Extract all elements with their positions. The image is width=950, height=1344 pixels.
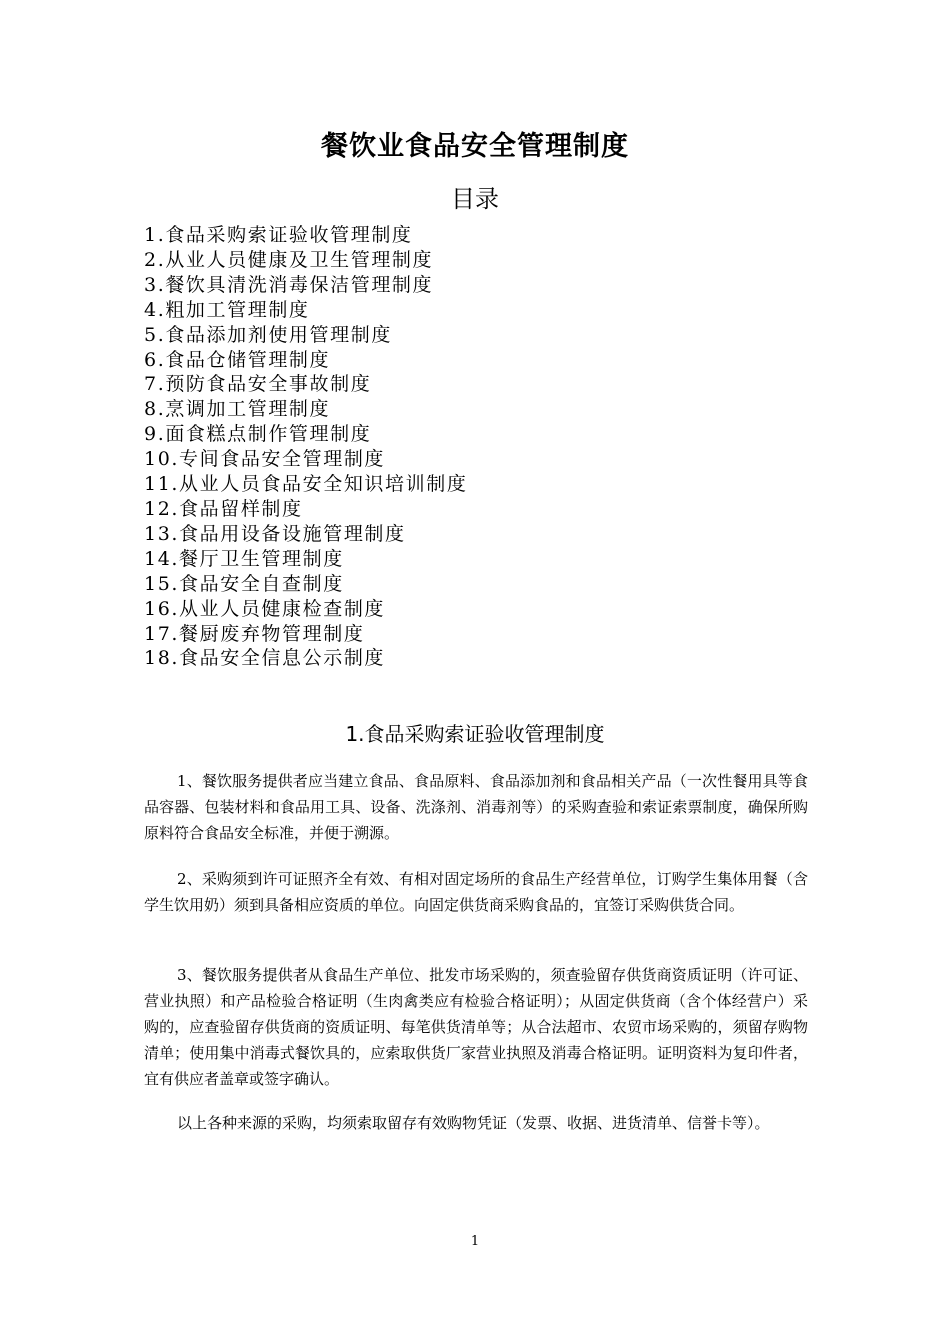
toc-item: 14.餐厅卫生管理制度 <box>144 547 344 570</box>
body-paragraph: 以上各种来源的采购，均须索取留存有效购物凭证（发票、收据、进货清单、信誉卡等）。 <box>177 1114 770 1132</box>
toc-item: 3.餐饮具清洗消毒保洁管理制度 <box>144 273 434 296</box>
toc-item: 6.食品仓储管理制度 <box>144 348 331 371</box>
toc-item: 17.餐厨废弃物管理制度 <box>144 622 365 645</box>
page-number: 1 <box>470 1234 480 1249</box>
toc-item: 5.食品添加剂使用管理制度 <box>144 323 392 346</box>
toc-item: 12.食品留样制度 <box>144 497 303 520</box>
document-title: 餐饮业食品安全管理制度 <box>321 131 629 162</box>
toc-item: 10.专间食品安全管理制度 <box>144 448 386 471</box>
toc-item: 2.从业人员健康及卫生管理制度 <box>144 248 434 271</box>
toc-item: 7.预防食品安全事故制度 <box>144 373 372 396</box>
toc-item: 15.食品安全自查制度 <box>144 572 344 595</box>
toc-item: 1.食品采购索证验收管理制度 <box>144 224 413 246</box>
body-paragraph: 2、采购须到许可证照齐全有效、有相对固定场所的食品生产经营单位，订购学生集体用餐（含学生饮用奶）须到具备相应资质的单位。向固定供货商采购食品的，宜签订采购供货合同。 <box>144 870 808 914</box>
toc-item: 16.从业人员健康检查制度 <box>144 597 386 620</box>
body-paragraph: 1、餐饮服务提供者应当建立食品、食品原料、食品添加剂和食品相关产品（一次性餐用具等食品容器、包装材料和食品用工具、设备、洗涤剂、消毒剂等）的采购查验和索证索票制度，确保所购原料符合食品安全标准，并便于溯源。 <box>144 772 808 842</box>
toc-item: 8.烹调加工管理制度 <box>144 398 331 421</box>
section-heading: 1.食品采购索证验收管理制度 <box>345 722 605 746</box>
body-paragraph: 3、餐饮服务提供者从食品生产单位、批发市场采购的，须查验留存供货商资质证明（许可证、营业执照）和产品检验合格证明（生肉禽类应有检验合格证明）；从固定供货商（含个体经营户）采购的，应查验留存供货商的资质证明、每笔供货清单等；从合法超市、农贸市场采购的，须留存购物清单；使用集中消毒式餐饮具的，应索取供货厂家营业执照及消毒合格证明。证明资料为复印件者，宜有供应者盖章或签字确认。 <box>144 966 808 1088</box>
toc-item: 13.食品用设备设施管理制度 <box>144 522 406 545</box>
table-of-contents <box>144 223 467 671</box>
toc-item: 18.食品安全信息公示制度 <box>144 647 386 670</box>
toc-item: 9.面食糕点制作管理制度 <box>144 423 372 446</box>
toc-item: 4.粗加工管理制度 <box>144 298 310 321</box>
toc-heading: 目录 <box>451 185 499 213</box>
toc-item: 11.从业人员食品安全知识培训制度 <box>144 473 468 496</box>
